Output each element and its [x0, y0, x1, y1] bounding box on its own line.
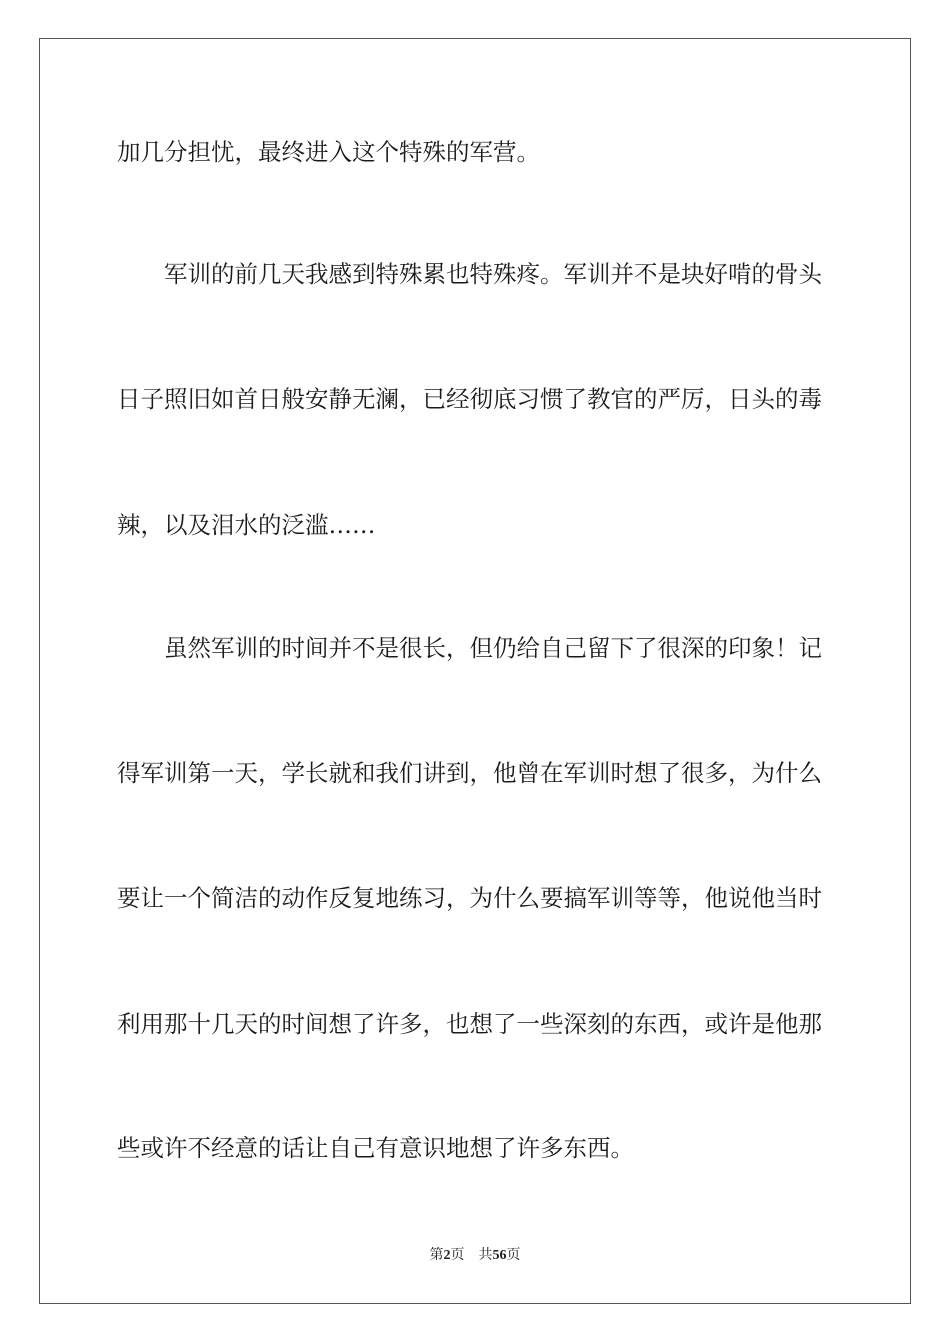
text-line-3: 日子照旧如首日般安静无澜，已经彻底习惯了教官的严厉，日头的毒 — [117, 385, 822, 413]
total-suffix: 页 — [506, 1248, 521, 1263]
page-prefix: 第 — [429, 1248, 444, 1263]
total-pages: 56 — [492, 1248, 507, 1263]
text-line-4: 辣，以及泪水的泛滥…… — [117, 511, 376, 539]
text-line-2: 军训的前几天我感到特殊累也特殊疼。军训并不是块好啃的骨头 — [164, 260, 822, 288]
text-line-1: 加几分担忧，最终进入这个特殊的军营。 — [117, 138, 540, 166]
page-border — [39, 38, 911, 1304]
page-suffix: 页 — [450, 1248, 465, 1263]
total-prefix: 共 — [478, 1248, 493, 1263]
text-line-7: 要让一个简洁的动作反复地练习，为什么要搞军训等等，他说他当时 — [117, 884, 822, 912]
text-line-9: 些或许不经意的话让自己有意识地想了许多东西。 — [117, 1134, 634, 1162]
page-number: 2 — [443, 1248, 451, 1263]
page-footer — [0, 1247, 950, 1265]
text-line-5: 虽然军训的时间并不是很长，但仍给自己留下了很深的印象！记 — [164, 634, 822, 662]
text-line-8: 利用那十几天的时间想了许多，也想了一些深刻的东西，或许是他那 — [117, 1010, 822, 1038]
text-line-6: 得军训第一天，学长就和我们讲到，他曾在军训时想了很多，为什么 — [117, 759, 822, 787]
